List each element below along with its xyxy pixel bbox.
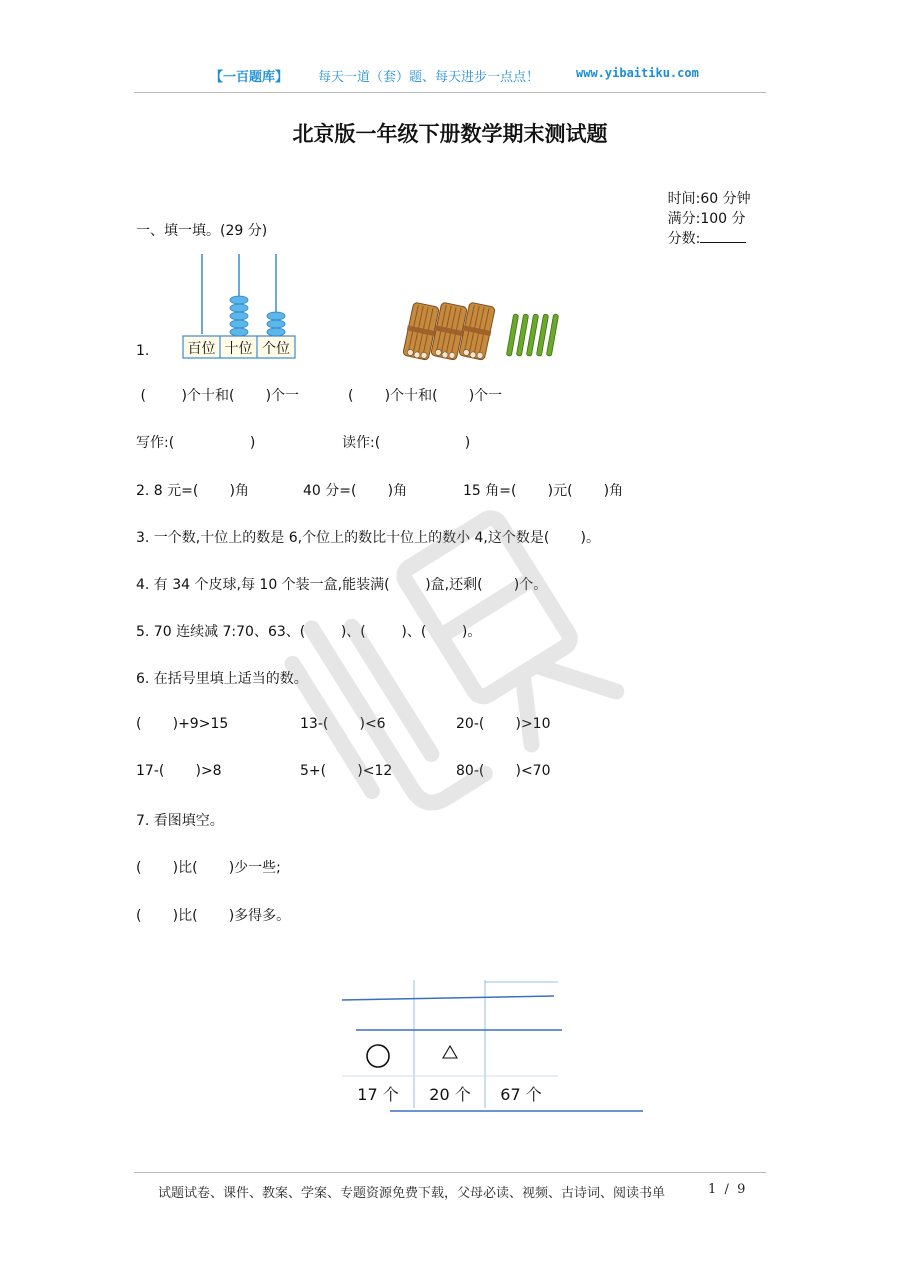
q2-item-2[interactable]: 40 分=( )角 bbox=[303, 483, 408, 499]
q1-number: 1. bbox=[136, 343, 150, 359]
header-url-link[interactable]: www.yibaitiku.com bbox=[576, 66, 699, 80]
q3-text[interactable]: 3. 一个数,十位上的数是 6,个位上的数比十位上的数小 4,这个数是( )。 bbox=[136, 530, 600, 546]
q2-item-3[interactable]: 15 角=( )元( )角 bbox=[463, 483, 624, 499]
score-blank[interactable] bbox=[700, 228, 746, 243]
header-brand: 【一百题库】 bbox=[210, 70, 289, 85]
count-triangle: 20 个 bbox=[429, 1085, 471, 1104]
count-third: 67 个 bbox=[500, 1085, 542, 1104]
q2-item-1[interactable]: 2. 8 元=( )角 bbox=[136, 483, 249, 499]
q7-line-2[interactable]: ( )比( )多得多。 bbox=[136, 908, 291, 924]
abacus-label-tens: 十位 bbox=[224, 341, 253, 357]
page-indicator: 1 / 9 bbox=[708, 1182, 746, 1197]
q1-write-field[interactable]: 写作:( ) bbox=[136, 435, 256, 451]
time-limit: 时间:60 分钟 bbox=[667, 191, 751, 207]
q6-row1-item-1[interactable]: ( )+9>15 bbox=[136, 716, 229, 732]
q7-text: 7. 看图填空。 bbox=[136, 813, 224, 829]
abacus-label-ones: 个位 bbox=[262, 341, 290, 357]
q6-text: 6. 在括号里填上适当的数。 bbox=[136, 671, 308, 687]
page-title: 北京版一年级下册数学期末测试题 bbox=[292, 122, 608, 146]
q1-blanks-right[interactable]: ( )个十和( )个一 bbox=[348, 388, 503, 404]
q6-row1-item-3[interactable]: 20-( )>10 bbox=[456, 716, 551, 732]
triangle-icon bbox=[443, 1046, 457, 1058]
q1-read-field[interactable]: 读作:( ) bbox=[342, 435, 471, 451]
single-sticks-icon bbox=[506, 314, 558, 356]
circle-icon bbox=[367, 1045, 389, 1067]
footer-divider bbox=[134, 1172, 766, 1173]
full-score: 满分:100 分 bbox=[667, 211, 746, 227]
q6-row2-item-1[interactable]: 17-( )>8 bbox=[136, 763, 222, 779]
header-divider bbox=[134, 92, 766, 93]
q4-text[interactable]: 4. 有 34 个皮球,每 10 个装一盒,能装满( )盒,还剩( )个。 bbox=[136, 577, 548, 593]
q7-comparison-figure bbox=[340, 978, 650, 1116]
q6-row1-item-2[interactable]: 13-( )<6 bbox=[300, 716, 386, 732]
section-heading: 一、填一填。(29 分) bbox=[136, 223, 268, 239]
exam-meta bbox=[659, 172, 764, 248]
q1-blanks-left[interactable]: ( )个十和( )个一 bbox=[136, 388, 300, 404]
score-label: 分数: bbox=[667, 231, 701, 247]
q6-row2-item-3[interactable]: 80-( )<70 bbox=[456, 763, 551, 779]
count-circle: 17 个 bbox=[357, 1085, 399, 1104]
stick-bundles-figure bbox=[402, 300, 570, 362]
abacus-figure bbox=[180, 252, 300, 360]
q7-line-1[interactable]: ( )比( )少一些; bbox=[136, 860, 281, 876]
header-slogan: 每天一道（套）题、每天进步一点点！ bbox=[318, 70, 540, 85]
q5-text[interactable]: 5. 70 连续减 7:70、63、( )、( )、( )。 bbox=[136, 624, 482, 640]
abacus-label-hundreds: 百位 bbox=[187, 341, 216, 357]
footer-text: 试题试卷、课件、教案、学案、专题资源免费下载，父母必读、视频、古诗词、阅读书单 bbox=[158, 1186, 666, 1201]
q6-row2-item-2[interactable]: 5+( )<12 bbox=[300, 763, 393, 779]
